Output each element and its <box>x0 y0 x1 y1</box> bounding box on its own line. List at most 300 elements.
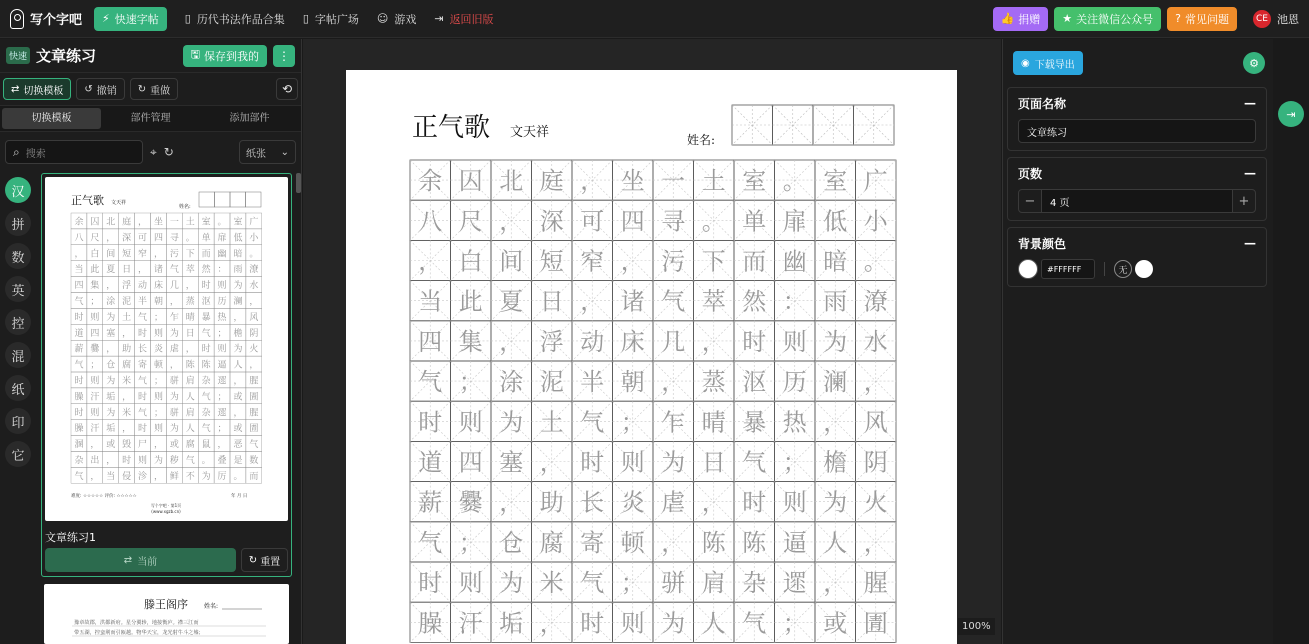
svg-text:时: 时 <box>74 408 84 419</box>
svg-text:蒸: 蒸 <box>185 296 195 307</box>
practice-char: 余 <box>418 167 443 196</box>
category-8[interactable]: 它 <box>5 441 31 467</box>
svg-text:，: ， <box>169 360 179 371</box>
svg-text:则: 则 <box>153 392 163 403</box>
practice-char: 时 <box>742 488 767 517</box>
practice-char: 萃 <box>701 287 726 316</box>
svg-text:，: ， <box>233 312 243 323</box>
editor-canvas[interactable] <box>303 39 1001 644</box>
svg-text:床: 床 <box>153 281 163 292</box>
category-3[interactable]: 英 <box>5 276 31 302</box>
svg-text:，: ， <box>249 360 259 371</box>
practice-char: 土 <box>701 167 726 196</box>
paper-select-value: 纸张 <box>246 148 266 160</box>
follow-wechat-button[interactable] <box>1054 7 1161 31</box>
category-5[interactable]: 混 <box>5 342 31 368</box>
practice-char: 暗 <box>823 247 848 276</box>
practice-char: 间 <box>499 247 524 276</box>
logo-icon <box>10 9 24 29</box>
practice-char: 动 <box>580 327 605 356</box>
search-input[interactable] <box>5 140 143 164</box>
practice-char: 涂 <box>499 368 524 397</box>
practice-char: 朝 <box>620 368 645 397</box>
tab-switch-template[interactable]: 切换模板 <box>2 108 101 129</box>
practice-char: 日 <box>701 448 726 477</box>
practice-char: 臊 <box>418 609 443 638</box>
scrollbar[interactable] <box>296 173 301 193</box>
svg-text:热: 热 <box>217 312 227 323</box>
practice-char: 寄 <box>580 528 605 557</box>
svg-text:气: 气 <box>185 455 195 466</box>
practice-char: 诸 <box>620 287 645 316</box>
practice-char: ， <box>661 368 686 397</box>
svg-text:此: 此 <box>90 265 100 276</box>
practice-char: 一 <box>661 167 686 196</box>
category-0[interactable]: 汉 <box>5 177 31 203</box>
tab-add-component[interactable]: 添加部件 <box>229 113 270 124</box>
thumbnail-preview <box>44 584 289 644</box>
faq-button[interactable] <box>1167 7 1237 31</box>
svg-text:单: 单 <box>201 233 211 244</box>
name-label: 姓名: <box>687 133 716 147</box>
current-button[interactable] <box>45 548 236 572</box>
practice-char: 垢 <box>499 609 524 638</box>
svg-text:时: 时 <box>74 312 84 323</box>
swap-icon: ⇄ <box>11 83 20 95</box>
practice-char: 则 <box>782 327 807 356</box>
practice-char: 米 <box>539 569 564 598</box>
svg-text:时: 时 <box>201 281 211 292</box>
svg-text:，: ， <box>233 408 243 419</box>
practice-char: 下 <box>701 247 726 276</box>
svg-text:时: 时 <box>138 424 148 435</box>
practice-char: 气 <box>742 448 767 477</box>
svg-text:，: ， <box>169 296 179 307</box>
svg-text:寄: 寄 <box>138 360 148 371</box>
practice-char: 白 <box>458 247 483 276</box>
nav-calligraphy-collection[interactable] <box>185 11 285 27</box>
practice-char: ， <box>701 488 726 517</box>
document-title: 文章练习 <box>36 47 97 65</box>
svg-text:泥: 泥 <box>122 296 132 307</box>
svg-text:四: 四 <box>90 328 100 339</box>
svg-text:间: 间 <box>106 249 116 260</box>
svg-text:或: 或 <box>169 440 179 451</box>
practice-char: ； <box>782 448 807 477</box>
practice-char: 此 <box>458 287 483 316</box>
no-color-button[interactable]: 无 <box>1114 260 1132 278</box>
svg-text:；: ； <box>217 392 227 403</box>
practice-char: 道 <box>418 448 443 477</box>
svg-text:坐: 坐 <box>153 217 163 228</box>
practice-char: ， <box>661 528 686 557</box>
svg-text:陈: 陈 <box>185 360 195 371</box>
tab-component-manage[interactable]: 部件管理 <box>130 113 171 124</box>
svg-text:气: 气 <box>169 265 179 276</box>
practice-char: 水 <box>863 327 888 356</box>
practice-char: 仓 <box>499 528 524 557</box>
practice-char: 时 <box>418 569 443 598</box>
svg-text:爨: 爨 <box>90 344 100 355</box>
svg-text:遝: 遝 <box>217 376 227 387</box>
redo-label: 重做 <box>150 85 171 97</box>
practice-char: 气 <box>661 287 686 316</box>
practice-char: 庭 <box>539 167 564 196</box>
svg-text:年 月 日: 年 月 日 <box>231 494 248 499</box>
download-export-button[interactable] <box>1013 51 1083 75</box>
practice-char: 低 <box>823 207 848 236</box>
practice-char: 乍 <box>661 408 686 437</box>
svg-text:汗: 汗 <box>90 392 100 403</box>
svg-text:北: 北 <box>106 217 116 228</box>
practice-char: 塞 <box>499 448 524 477</box>
collapse-icon[interactable]: — <box>1244 236 1256 250</box>
svg-text:集: 集 <box>90 281 100 292</box>
svg-text:，: ， <box>185 344 195 355</box>
exit-icon: ⇥ <box>434 12 444 25</box>
category-6[interactable]: 纸 <box>5 375 31 401</box>
collapse-icon[interactable]: — <box>1244 96 1256 110</box>
svg-text:日: 日 <box>185 328 195 339</box>
svg-text:陈: 陈 <box>201 360 211 371</box>
practice-char: 腐 <box>539 528 564 557</box>
svg-text:滕王阁序: 滕王阁序 <box>144 598 188 611</box>
practice-char: 炎 <box>620 488 645 517</box>
location-icon[interactable]: ⌖ <box>150 144 157 159</box>
practice-char: 北 <box>499 167 524 196</box>
practice-char: ； <box>458 368 483 397</box>
svg-text:土: 土 <box>185 217 195 228</box>
svg-text:恶: 恶 <box>233 440 243 451</box>
svg-text:气: 气 <box>138 408 148 419</box>
template-card-current[interactable] <box>41 173 292 577</box>
nav-copybook-square[interactable] <box>303 11 359 27</box>
svg-text:，: ， <box>138 265 148 276</box>
svg-text:沤: 沤 <box>201 296 211 307</box>
svg-text:风: 风 <box>249 312 259 323</box>
left-panel <box>0 39 302 644</box>
page-title: 正气歌 <box>412 113 491 143</box>
svg-text:短: 短 <box>122 249 132 260</box>
practice-char: 则 <box>620 609 645 638</box>
practice-char: 为 <box>499 408 524 437</box>
practice-char: 尺 <box>458 207 483 236</box>
svg-text:骈: 骈 <box>169 408 179 419</box>
svg-text:为: 为 <box>169 392 179 403</box>
practice-char: 潦 <box>863 287 888 316</box>
svg-text:幽: 幽 <box>217 249 227 260</box>
svg-text:姓名:: 姓名: <box>204 603 219 610</box>
practice-char: 短 <box>539 247 564 276</box>
svg-text:尺: 尺 <box>90 233 100 244</box>
practice-char: 集 <box>458 327 483 356</box>
undo-icon: ↺ <box>84 83 93 95</box>
svg-text:日: 日 <box>122 265 132 276</box>
white-color-swatch[interactable] <box>1135 260 1153 278</box>
zoom-level[interactable]: 100% <box>958 618 995 635</box>
svg-text:余: 余 <box>74 217 84 228</box>
practice-char: 为 <box>661 609 686 638</box>
svg-text:可: 可 <box>138 233 148 244</box>
practice-char: 。 <box>782 167 807 196</box>
practice-char: ， <box>863 368 888 397</box>
practice-char: 薪 <box>418 488 443 517</box>
practice-char: 几 <box>661 327 686 356</box>
svg-text:，: ， <box>106 233 116 244</box>
svg-text:杂: 杂 <box>201 376 211 387</box>
nav-back-old-version[interactable] <box>434 11 493 27</box>
svg-text:尸: 尸 <box>138 440 148 451</box>
svg-text:腥: 腥 <box>249 408 259 419</box>
svg-text:腐: 腐 <box>122 360 132 371</box>
svg-text:不: 不 <box>185 471 195 482</box>
undo-label: 撤销 <box>96 85 117 97</box>
svg-text:圊: 圊 <box>249 392 259 403</box>
practice-char: 陈 <box>701 528 726 557</box>
svg-text:米: 米 <box>122 376 132 387</box>
page-count-stepper <box>1018 189 1256 213</box>
nav-label: 字帖广场 <box>314 12 359 26</box>
svg-text:暗: 暗 <box>233 249 243 260</box>
settings-button[interactable] <box>1243 52 1265 74</box>
color-swatch[interactable] <box>1018 259 1038 279</box>
svg-text:低: 低 <box>233 233 243 244</box>
practice-char: 寻 <box>661 207 686 236</box>
reset-button[interactable] <box>241 548 288 572</box>
nav-label: 返回旧版 <box>449 12 494 26</box>
svg-text:人: 人 <box>185 392 195 403</box>
document-icon: ▯ <box>302 12 309 25</box>
star-icon: ★ <box>1062 12 1073 25</box>
svg-text:寻: 寻 <box>169 233 179 244</box>
history-icon: ⟲ <box>281 82 293 96</box>
svg-text:气: 气 <box>74 296 84 307</box>
background-color-label: 背景颜色 <box>1018 236 1067 251</box>
svg-text:澜: 澜 <box>233 296 243 307</box>
reset-icon: ↻ <box>248 554 258 566</box>
practice-char: 杂 <box>742 569 767 598</box>
svg-text:，: ， <box>90 440 100 451</box>
svg-text:诸: 诸 <box>153 265 163 276</box>
svg-text:暴: 暴 <box>201 312 211 323</box>
practice-char: 幽 <box>782 247 807 276</box>
help-icon: ? <box>1175 12 1181 25</box>
svg-text:气: 气 <box>201 424 211 435</box>
svg-text:，: ， <box>90 471 100 482</box>
svg-text:厉: 厉 <box>217 471 227 482</box>
practice-char: 为 <box>823 488 848 517</box>
practice-char: 广 <box>863 167 888 196</box>
undo-button[interactable] <box>76 78 124 100</box>
history-button[interactable] <box>276 78 298 100</box>
svg-text:。: 。 <box>233 471 243 482</box>
template-name: 文章练习1 <box>45 531 96 544</box>
svg-text:室: 室 <box>233 217 243 228</box>
svg-text:为: 为 <box>233 344 243 355</box>
practice-char: ， <box>823 569 848 598</box>
svg-text:(www.xgzb.cn): (www.xgzb.cn) <box>151 509 181 514</box>
reset-label: 重置 <box>260 556 281 568</box>
svg-text:秽: 秽 <box>169 455 179 466</box>
practice-char: 晴 <box>701 408 726 437</box>
practice-char: 气 <box>742 609 767 638</box>
practice-char: 扉 <box>782 207 807 236</box>
page-count-value[interactable]: 4 页 <box>1041 190 1233 212</box>
svg-text:四: 四 <box>153 233 163 244</box>
svg-text:，: ， <box>217 440 227 451</box>
practice-char: ； <box>620 408 645 437</box>
svg-text:，: ， <box>106 455 116 466</box>
practice-char: 遝 <box>782 569 807 598</box>
lightning-icon: ⚡ <box>102 12 110 25</box>
decrement-button[interactable]: − <box>1024 193 1036 209</box>
page-count-panel <box>1007 157 1267 221</box>
smiley-icon: ☺ <box>376 12 389 25</box>
svg-text:扉: 扉 <box>217 233 227 244</box>
refresh-icon[interactable]: ↻ <box>163 145 174 159</box>
svg-text:窄: 窄 <box>138 249 148 260</box>
practice-char: 。 <box>863 247 888 276</box>
save-to-mine-button[interactable] <box>183 45 267 67</box>
svg-text:雨: 雨 <box>233 265 243 276</box>
practice-char: 时 <box>742 327 767 356</box>
category-7[interactable]: 印 <box>5 408 31 434</box>
svg-text:，: ， <box>153 440 163 451</box>
practice-char: ， <box>580 287 605 316</box>
svg-text:长: 长 <box>138 344 148 355</box>
practice-char: 气 <box>418 368 443 397</box>
svg-text:夏: 夏 <box>106 265 116 276</box>
page-name-input[interactable]: 文章练习 <box>1018 119 1256 143</box>
save-icon: 🖫 <box>190 48 200 61</box>
svg-text:圊: 圊 <box>249 424 259 435</box>
copybook-page[interactable] <box>346 70 957 644</box>
template-card-tengwangge[interactable] <box>44 584 289 644</box>
current-label: 当前 <box>137 556 158 568</box>
svg-text:或: 或 <box>233 424 243 435</box>
practice-char: ， <box>580 167 605 196</box>
svg-text:朝: 朝 <box>153 296 163 307</box>
svg-text:垢: 垢 <box>106 392 116 403</box>
redo-button[interactable] <box>130 78 178 100</box>
svg-text:，: ， <box>138 217 148 228</box>
svg-text:气: 气 <box>249 440 259 451</box>
practice-char: 或 <box>823 609 848 638</box>
page-name-label: 页面名称 <box>1018 96 1067 111</box>
practice-char: ， <box>499 488 524 517</box>
svg-text:则: 则 <box>90 376 100 387</box>
svg-text:水: 水 <box>249 281 259 292</box>
nav-games[interactable] <box>377 11 416 27</box>
svg-text:。: 。 <box>217 217 227 228</box>
svg-text:写个字吧 · 第1页: 写个字吧 · 第1页 <box>150 503 182 508</box>
follow-label: 关注微信公众号 <box>1076 12 1154 26</box>
quick-copybook-button[interactable] <box>94 7 167 31</box>
practice-char: 雨 <box>823 287 848 316</box>
donate-button[interactable] <box>993 7 1049 31</box>
practice-char: ， <box>863 528 888 557</box>
increment-button[interactable]: + <box>1238 193 1250 209</box>
right-panel <box>1002 39 1273 644</box>
svg-text:气: 气 <box>138 312 148 323</box>
chevron-down-icon: ⌄ <box>280 146 289 158</box>
template-list <box>36 173 301 644</box>
svg-text:出: 出 <box>90 455 100 466</box>
avatar: CE <box>1253 10 1271 28</box>
svg-text:顿: 顿 <box>153 360 163 371</box>
svg-text:而: 而 <box>249 471 259 482</box>
svg-text:晴: 晴 <box>185 312 195 323</box>
page-count-label: 页数 <box>1018 166 1043 181</box>
svg-text:为: 为 <box>106 376 116 387</box>
practice-char: ， <box>620 247 645 276</box>
category-2[interactable]: 数 <box>5 243 31 269</box>
category-4[interactable]: 控 <box>5 309 31 335</box>
svg-text:叠: 叠 <box>217 455 227 466</box>
practice-char: 顿 <box>620 528 645 557</box>
svg-text:臊: 臊 <box>74 424 84 435</box>
background-color-panel <box>1007 227 1267 287</box>
practice-char: 而 <box>742 247 767 276</box>
practice-char: 则 <box>458 408 483 437</box>
practice-char: 虐 <box>661 488 686 517</box>
app-logo[interactable] <box>10 9 82 29</box>
practice-char: ； <box>458 528 483 557</box>
svg-text:涂: 涂 <box>106 296 116 307</box>
svg-text:遝: 遝 <box>217 408 227 419</box>
practice-char: 单 <box>742 207 767 236</box>
practice-char: 时 <box>580 448 605 477</box>
svg-text:檐: 檐 <box>233 328 243 339</box>
template-thumbnail <box>45 177 288 521</box>
svg-text:则: 则 <box>90 312 100 323</box>
color-hex-input[interactable]: #FFFFFF <box>1041 259 1095 279</box>
svg-text:小: 小 <box>249 233 259 244</box>
panel-toggle-button[interactable] <box>1278 101 1304 127</box>
svg-text:为: 为 <box>153 455 163 466</box>
svg-text:汗: 汗 <box>90 424 100 435</box>
user-menu[interactable] <box>1253 10 1299 28</box>
paper-select[interactable] <box>239 140 296 164</box>
svg-text:是: 是 <box>233 455 243 466</box>
svg-text:下: 下 <box>185 249 195 260</box>
svg-text:肩: 肩 <box>185 376 195 387</box>
practice-char: 床 <box>620 327 645 356</box>
practice-char: 檐 <box>823 448 848 477</box>
category-1[interactable]: 拼 <box>5 210 31 236</box>
practice-char: 蒸 <box>701 368 726 397</box>
collapse-icon[interactable]: — <box>1244 166 1256 180</box>
practice-char: 澜 <box>823 368 848 397</box>
svg-text:气: 气 <box>201 328 211 339</box>
practice-char: 人 <box>823 528 848 557</box>
svg-text:浮: 浮 <box>122 281 132 292</box>
svg-text:。: 。 <box>185 233 195 244</box>
practice-char: ， <box>823 408 848 437</box>
switch-template-button[interactable] <box>3 78 71 100</box>
category-rail <box>0 173 36 644</box>
practice-char: 暴 <box>742 408 767 437</box>
svg-text:，: ， <box>185 281 195 292</box>
svg-text:或: 或 <box>233 392 243 403</box>
practice-char: 坐 <box>620 167 645 196</box>
svg-text:四: 四 <box>74 281 84 292</box>
svg-text:则: 则 <box>153 424 163 435</box>
more-options-button[interactable] <box>273 45 295 67</box>
svg-text:则: 则 <box>138 455 148 466</box>
download-label: 下载导出 <box>1034 59 1075 71</box>
practice-char: 助 <box>539 488 564 517</box>
